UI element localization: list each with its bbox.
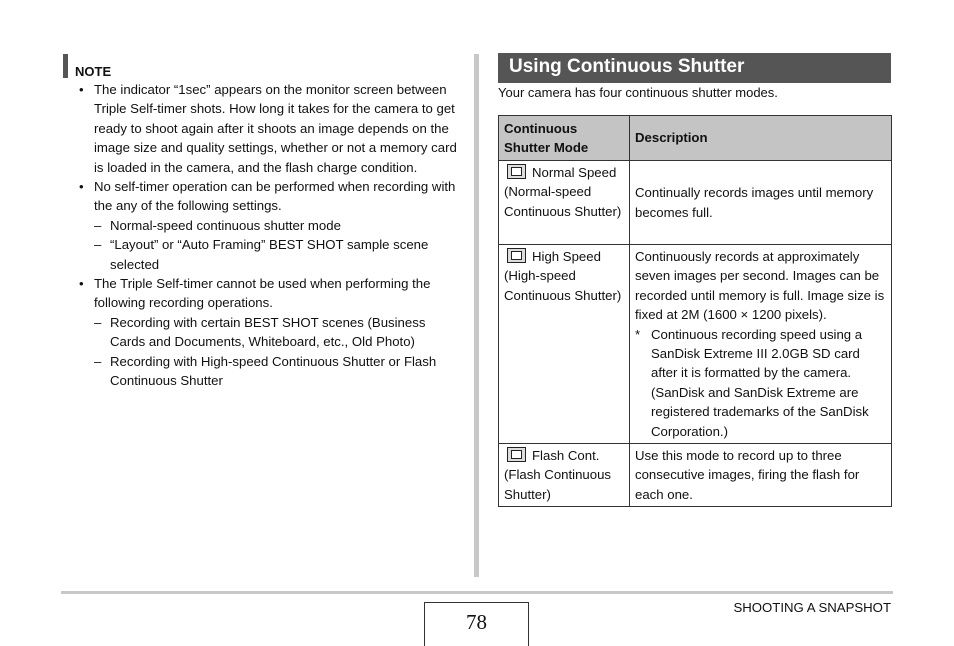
- page-number: 78: [424, 602, 529, 646]
- flash-continuous-icon: [507, 447, 526, 462]
- mode-cell: [499, 245, 630, 444]
- continuous-shutter-table: [498, 115, 892, 507]
- table-row: [499, 161, 892, 245]
- note-box: [63, 54, 463, 391]
- description-cell: [630, 245, 892, 444]
- high-speed-continuous-icon: [507, 248, 526, 263]
- table-header-mode: Continuous Shutter Mode: [499, 116, 630, 161]
- section-intro: Your camera has four continuous shutter modes.: [498, 85, 778, 100]
- mode-name: High Speed: [532, 249, 601, 264]
- table-row: [499, 245, 892, 444]
- note-bullet-text: The Triple Self-timer cannot be used when performing the following recording operations.: [94, 276, 431, 311]
- note-sub-item: – Recording with High-speed Continuous Shutter or Flash Continuous Shutter: [94, 352, 463, 391]
- note-bullet-list: [63, 80, 463, 391]
- description-text: Continuously records at approximately seven images per second. Images can be recorded until memory is full. Image size is fixed at 2M (1600 × 1200 pixels).: [635, 249, 885, 323]
- section-title: Using Continuous Shutter: [498, 53, 891, 83]
- mode-subtitle: (Flash Continuous Shutter): [504, 467, 612, 502]
- mode-subtitle: (Normal-speed Continuous Shutter): [504, 184, 622, 219]
- footer-section-label: SHOOTING A SNAPSHOT: [733, 600, 891, 615]
- description-cell: Use this mode to record up to three consecutive images, firing the flash for each one.: [630, 444, 892, 507]
- description-footnote: * Continuous recording speed using a SanDisk Extreme III 2.0GB SD card after it is formatted by the camera. (SanDisk and SanDisk Extreme are registered trademarks of the SanDisk Corporation.): [635, 325, 886, 441]
- mode-cell: [499, 444, 630, 507]
- mode-subtitle: (High-speed Continuous Shutter): [504, 268, 622, 303]
- footer-rule: [61, 591, 893, 594]
- note-header: [63, 54, 463, 80]
- note-marker-bar: [63, 54, 68, 78]
- note-bullet: [63, 274, 463, 390]
- normal-continuous-icon: [507, 164, 526, 179]
- note-sub-item: – “Layout” or “Auto Framing” BEST SHOT sample scene selected: [94, 235, 463, 274]
- column-divider: [474, 54, 479, 577]
- mode-name: Normal Speed: [532, 165, 617, 180]
- mode-name: Flash Cont.: [532, 448, 600, 464]
- note-bullet: [63, 80, 463, 177]
- note-sub-item: – Recording with certain BEST SHOT scenes (Business Cards and Documents, Whiteboard, etc., Old Photo): [94, 313, 463, 352]
- table-row: [499, 444, 892, 507]
- note-sub-list: [94, 313, 463, 391]
- note-title: NOTE: [75, 64, 112, 79]
- note-sub-item: – Normal-speed continuous shutter mode: [94, 216, 463, 235]
- table-header-row: [499, 116, 892, 161]
- note-sub-list: [94, 216, 463, 274]
- note-bullet-text: The indicator “1sec” appears on the monitor screen between Triple Self-timer shots. How long it takes for the camera to get ready to shoot again after it shoots an image depends on the image size and quality settings, whether or not a memory card is loaded in the camera, and the flash charge condition.: [94, 82, 457, 175]
- description-cell: Continually records images until memory becomes full.: [630, 161, 892, 245]
- note-bullet-text: No self-timer operation can be performed when recording with the any of the following settings.: [94, 179, 456, 214]
- note-bullet: [63, 177, 463, 274]
- mode-cell: [499, 161, 630, 245]
- table-header-description: Description: [630, 116, 892, 161]
